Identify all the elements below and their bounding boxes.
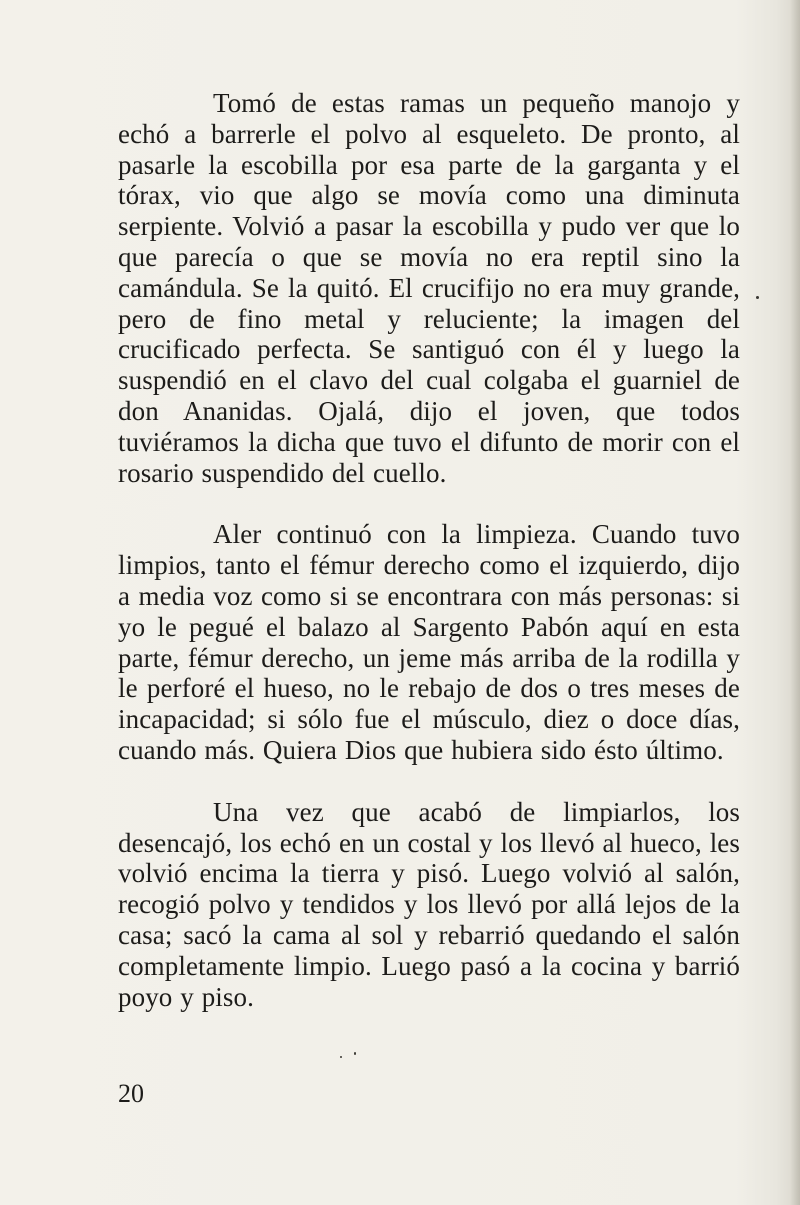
page-edge-shadow	[790, 0, 800, 1205]
paragraph-1: Tomó de estas ramas un pequeño manojo y echó a barrerle el polvo al esqueleto. De pronto, al pasarle la escobilla por esa parte de la garganta y el tórax, vio que algo se movía como una diminuta serpiente. Volvió a pasar la escobilla y pudo ver que lo que parecía o que se movía no era reptil sino la camándula. Se la quitó. El crucifijo no era muy grande, pero de fino metal y reluciente; la imagen del crucificado perfecta. Se santiguó con él y luego la suspendió en el clavo del cual colgaba el guarniel de don Ananidas. Ojalá, dijo el joven, que todos tuviéramos la dicha que tuvo el difunto de morir con el rosario suspendido del cuello.	[118, 88, 740, 488]
paragraph-2: Aler continuó con la limpieza. Cuando tuvo limpios, tanto el fémur derecho como el izquierdo, dijo a media voz como si se encontrara con más personas: si yo le pegué el balazo al Sargento Pabón aquí en esta parte, fémur derecho, un jeme más arriba de la rodilla y le perforé el hueso, no le rebajo de dos o tres meses de incapacidad; si sólo fue el músculo, diez o doce días, cuando más. Quiera Dios que hubiera sido ésto último.	[118, 519, 740, 765]
page-number: 20	[118, 1079, 144, 1108]
paper-speck	[340, 1056, 342, 1058]
body-text	[118, 88, 740, 1012]
paragraph-3: Una vez que acabó de limpiarlos, los desencajó, los echó en un costal y los llevó al hueco, les volvió encima la tierra y pisó. Luego volvió al salón, recogió polvo y tendidos y los llevó por allá lejos de la casa; sacó la cama al sol y rebarrió quedando el salón completamente limpio. Luego pasó a la cocina y barrió poyo y piso.	[118, 796, 740, 1012]
paper-speck	[354, 1052, 356, 1055]
paper-speck	[756, 296, 759, 299]
